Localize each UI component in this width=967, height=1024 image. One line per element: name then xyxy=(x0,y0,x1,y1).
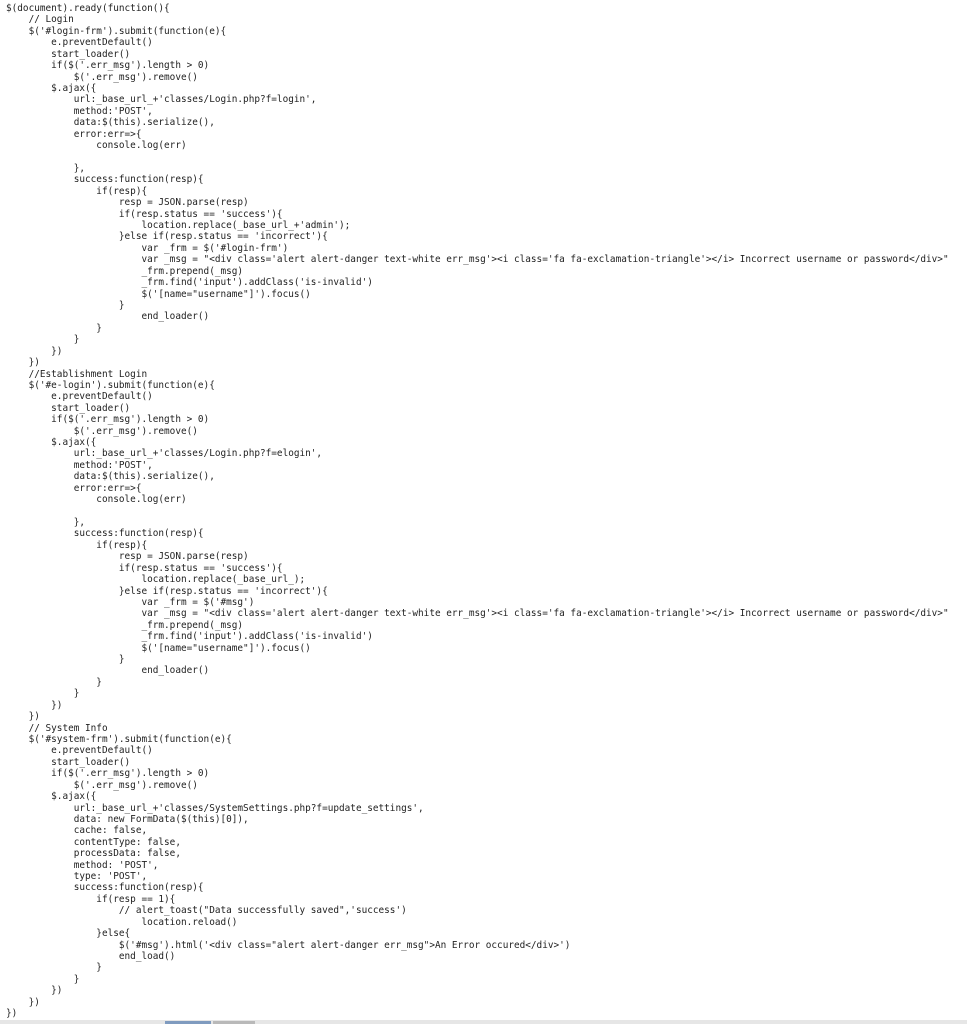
code-line: e.preventDefault() xyxy=(6,391,153,403)
code-line: $('#system-frm').submit(function(e){ xyxy=(6,734,232,745)
code-line: error:err=>{ xyxy=(6,128,142,140)
code-line: location.reload() xyxy=(6,916,238,928)
code-line: if(resp.status == 'success'){ xyxy=(6,208,283,220)
code-line: }) xyxy=(6,345,63,357)
code-line: type: 'POST', xyxy=(6,871,148,883)
code-line: $('.err_msg').remove() xyxy=(6,71,198,83)
code-line: } xyxy=(6,334,80,346)
code-line: start_loader() xyxy=(6,756,131,768)
code-line: end_loader() xyxy=(6,311,210,323)
code-line: }) xyxy=(6,711,40,723)
code-line: $('#e-login').submit(function(e){ xyxy=(6,379,215,391)
code-line: }, xyxy=(6,162,86,174)
code-line: } xyxy=(6,299,125,311)
code-line: } xyxy=(6,973,80,985)
code-line: end_load() xyxy=(6,951,176,963)
code-line: } xyxy=(6,654,125,666)
code-line: }) xyxy=(6,1008,18,1020)
code-line: $('.err_msg').remove() xyxy=(6,779,198,791)
code-line: if(resp.status == 'success'){ xyxy=(6,562,283,574)
code-line: }else{ xyxy=(6,928,131,940)
code-line: _frm.prepend(_msg) xyxy=(6,619,244,631)
code-line: data:$(this).serialize(), xyxy=(6,117,215,129)
code-line: url:_base_url_+'classes/SystemSettings.php?f=update_settings', xyxy=(6,802,424,814)
code-line: resp = JSON.parse(resp) xyxy=(6,197,249,209)
code-line: if($('.err_msg').length > 0) xyxy=(6,768,210,780)
code-line: } xyxy=(6,688,80,700)
code-line: success:function(resp){ xyxy=(6,528,204,540)
code-line: _frm.prepend(_msg) xyxy=(6,265,244,277)
code-line: e.preventDefault() xyxy=(6,37,153,49)
code-line: e.preventDefault() xyxy=(6,745,153,757)
code-line: var _frm = $('#msg') xyxy=(6,596,255,608)
code-line: $(document).ready(function(){ xyxy=(6,3,170,14)
code-line: method: 'POST', xyxy=(6,859,159,871)
code-line: console.log(err) xyxy=(6,494,187,506)
code-line: }) xyxy=(6,699,63,711)
code-line: }else if(resp.status == 'incorrect'){ xyxy=(6,585,328,597)
code-line: // alert_toast("Data successfully saved",'success') xyxy=(6,905,407,917)
code-line: }else if(resp.status == 'incorrect'){ xyxy=(6,231,328,243)
code-line: start_loader() xyxy=(6,48,131,60)
code-line: // System Info xyxy=(6,722,108,734)
code-line: _frm.find('input').addClass('is-invalid') xyxy=(6,631,373,643)
code-line: } xyxy=(6,962,102,974)
code-line: }) xyxy=(6,985,63,997)
code-line xyxy=(6,506,967,517)
code-line: // Login xyxy=(6,14,74,26)
code-line: data:$(this).serialize(), xyxy=(6,471,215,483)
code-line: method:'POST', xyxy=(6,459,153,471)
code-line: $('#login-frm').submit(function(e){ xyxy=(6,25,227,37)
code-line: contentType: false, xyxy=(6,836,181,848)
code-line: $('[name="username"]').focus() xyxy=(6,642,311,654)
code-line: var _frm = $('#login-frm') xyxy=(6,242,289,254)
code-line xyxy=(6,151,967,162)
code-line: if(resp == 1){ xyxy=(6,893,176,905)
code-line: $.ajax({ xyxy=(6,82,97,94)
code-line: success:function(resp){ xyxy=(6,174,204,186)
code-line: } xyxy=(6,322,102,334)
code-line: $('[name="username"]').focus() xyxy=(6,288,311,300)
code-line: end_loader() xyxy=(6,665,210,677)
code-line: console.log(err) xyxy=(6,140,187,152)
code-line: if(resp){ xyxy=(6,539,148,551)
code-line: url:_base_url_+'classes/Login.php?f=elogin', xyxy=(6,448,323,460)
code-line: $('#msg').html('<div class="alert alert-danger err_msg">An Error occured</div>') xyxy=(6,939,571,951)
code-line: location.replace(_base_url_+'admin'); xyxy=(6,220,351,232)
code-line: resp = JSON.parse(resp) xyxy=(6,551,249,563)
code-line: }) xyxy=(6,357,40,369)
code-line: //Establishment Login xyxy=(6,368,148,380)
code-line: var _msg = "<div class='alert alert-danger text-white err_msg'><i class='fa fa-exclamation-triangle'></i> Incorrect username or password</div>" xyxy=(6,608,949,620)
code-line: cache: false, xyxy=(6,825,148,837)
code-line: } xyxy=(6,676,102,688)
code-line: url:_base_url_+'classes/Login.php?f=login', xyxy=(6,94,317,106)
code-line: data: new FormData($(this)[0]), xyxy=(6,813,249,825)
code-line: location.replace(_base_url_); xyxy=(6,574,306,586)
code-line: if(resp){ xyxy=(6,185,148,197)
code-line: method:'POST', xyxy=(6,105,153,117)
code-line: success:function(resp){ xyxy=(6,882,204,894)
code-line: $('.err_msg').remove() xyxy=(6,425,198,437)
code-line: if($('.err_msg').length > 0) xyxy=(6,414,210,426)
code-line: var _msg = "<div class='alert alert-danger text-white err_msg'><i class='fa fa-exclamation-triangle'></i> Incorrect username or password</div>" xyxy=(6,254,949,266)
code-line: }, xyxy=(6,516,86,528)
bottom-taskbar xyxy=(0,1020,967,1024)
code-line: if($('.err_msg').length > 0) xyxy=(6,60,210,72)
code-line: processData: false, xyxy=(6,848,181,860)
code-line: $.ajax({ xyxy=(6,437,97,449)
code-line: start_loader() xyxy=(6,402,131,414)
code-line: error:err=>{ xyxy=(6,482,142,494)
code-line: _frm.find('input').addClass('is-invalid') xyxy=(6,277,373,289)
code-line: $.ajax({ xyxy=(6,791,97,803)
code-line: }) xyxy=(6,996,40,1008)
